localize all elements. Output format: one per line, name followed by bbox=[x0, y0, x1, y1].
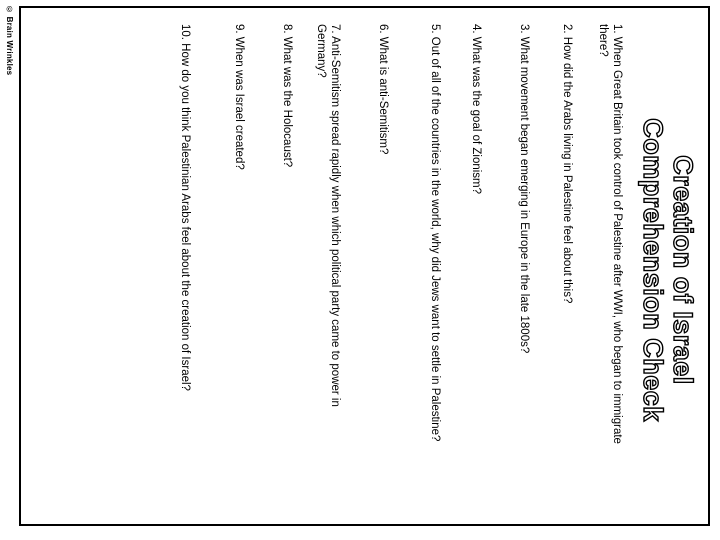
question-item: 5. Out of all of the countries in the world, why did Jews want to settle in Palestine? bbox=[429, 24, 441, 442]
copyright-notice: © Brain Wrinkles bbox=[5, 5, 14, 76]
question-item: 9. When was Israel created? bbox=[233, 24, 245, 170]
question-item: 4. What was the goal of Zionism? bbox=[470, 24, 482, 195]
worksheet-subtitle: Comprehension Check bbox=[638, 118, 668, 422]
question-item: 10. How do you think Palestinian Arabs feel about the creation of Israel? bbox=[179, 24, 191, 391]
question-item: 3. What movement began emerging in Europe in the late 1800s? bbox=[518, 24, 530, 354]
question-item: 6. What is anti-Semitism? bbox=[377, 24, 389, 155]
question-item: 2. How did the Arabs living in Palestine feel about this? bbox=[561, 24, 573, 304]
question-item: 7. Anti-Semitism spread rapidly when which political party came to power in Germany? bbox=[315, 24, 341, 407]
worksheet-title: Creation of Israel bbox=[668, 155, 698, 385]
question-item: 1. When Great Britain took control of Palestine after WWI, who began to immigrate there? bbox=[597, 24, 623, 444]
question-item: 8. What was the Holocaust? bbox=[281, 24, 293, 168]
